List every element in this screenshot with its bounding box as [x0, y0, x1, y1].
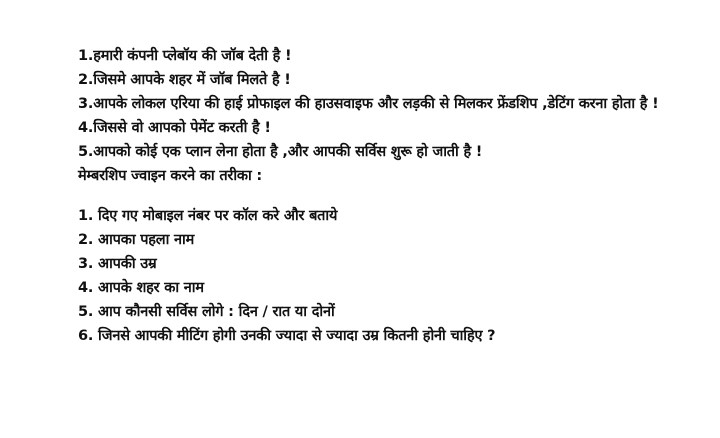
membership-heading: मेम्बरशिप ज्वाइन करने का तरीका : [78, 168, 263, 184]
intro-line-5: 5.आपको कोई एक प्लान लेना होता है ,और आपकी सर्विस शुरू हो जाती है ! [78, 144, 483, 160]
intro-line-4: 4.जिससे वो आपको पेमेंट करती है ! [78, 120, 271, 136]
step-4: 4. आपके शहर का नाम [78, 280, 204, 296]
step-1: 1. दिए गए मोबाइल नंबर पर कॉल करे और बताये [78, 208, 338, 224]
step-3: 3. आपकी उम्र [78, 256, 157, 272]
intro-line-3: 3.आपके लोकल एरिया की हाई प्रोफाइल की हाउसवाइफ और लड़की से मिलकर फ्रेंडशिप ,डेटिंग करना होता है ! [78, 96, 659, 112]
intro-line-1: 1.हमारी कंपनी प्लेबॉय की जॉब देती है ! [78, 48, 292, 64]
section-spacer [78, 188, 678, 204]
step-6: 6. जिनसे आपकी मीटिंग होगी उनकी ज्यादा से ज्यादा उम्र कितनी होनी चाहिए ? [78, 328, 496, 344]
step-5: 5. आप कौनसी सर्विस लोगे : दिन / रात या दोनों [78, 304, 335, 320]
document-body [78, 44, 678, 348]
intro-line-2: 2.जिसमे आपके शहर में जॉब मिलते है ! [78, 72, 291, 88]
step-2: 2. आपका पहला नाम [78, 232, 195, 248]
